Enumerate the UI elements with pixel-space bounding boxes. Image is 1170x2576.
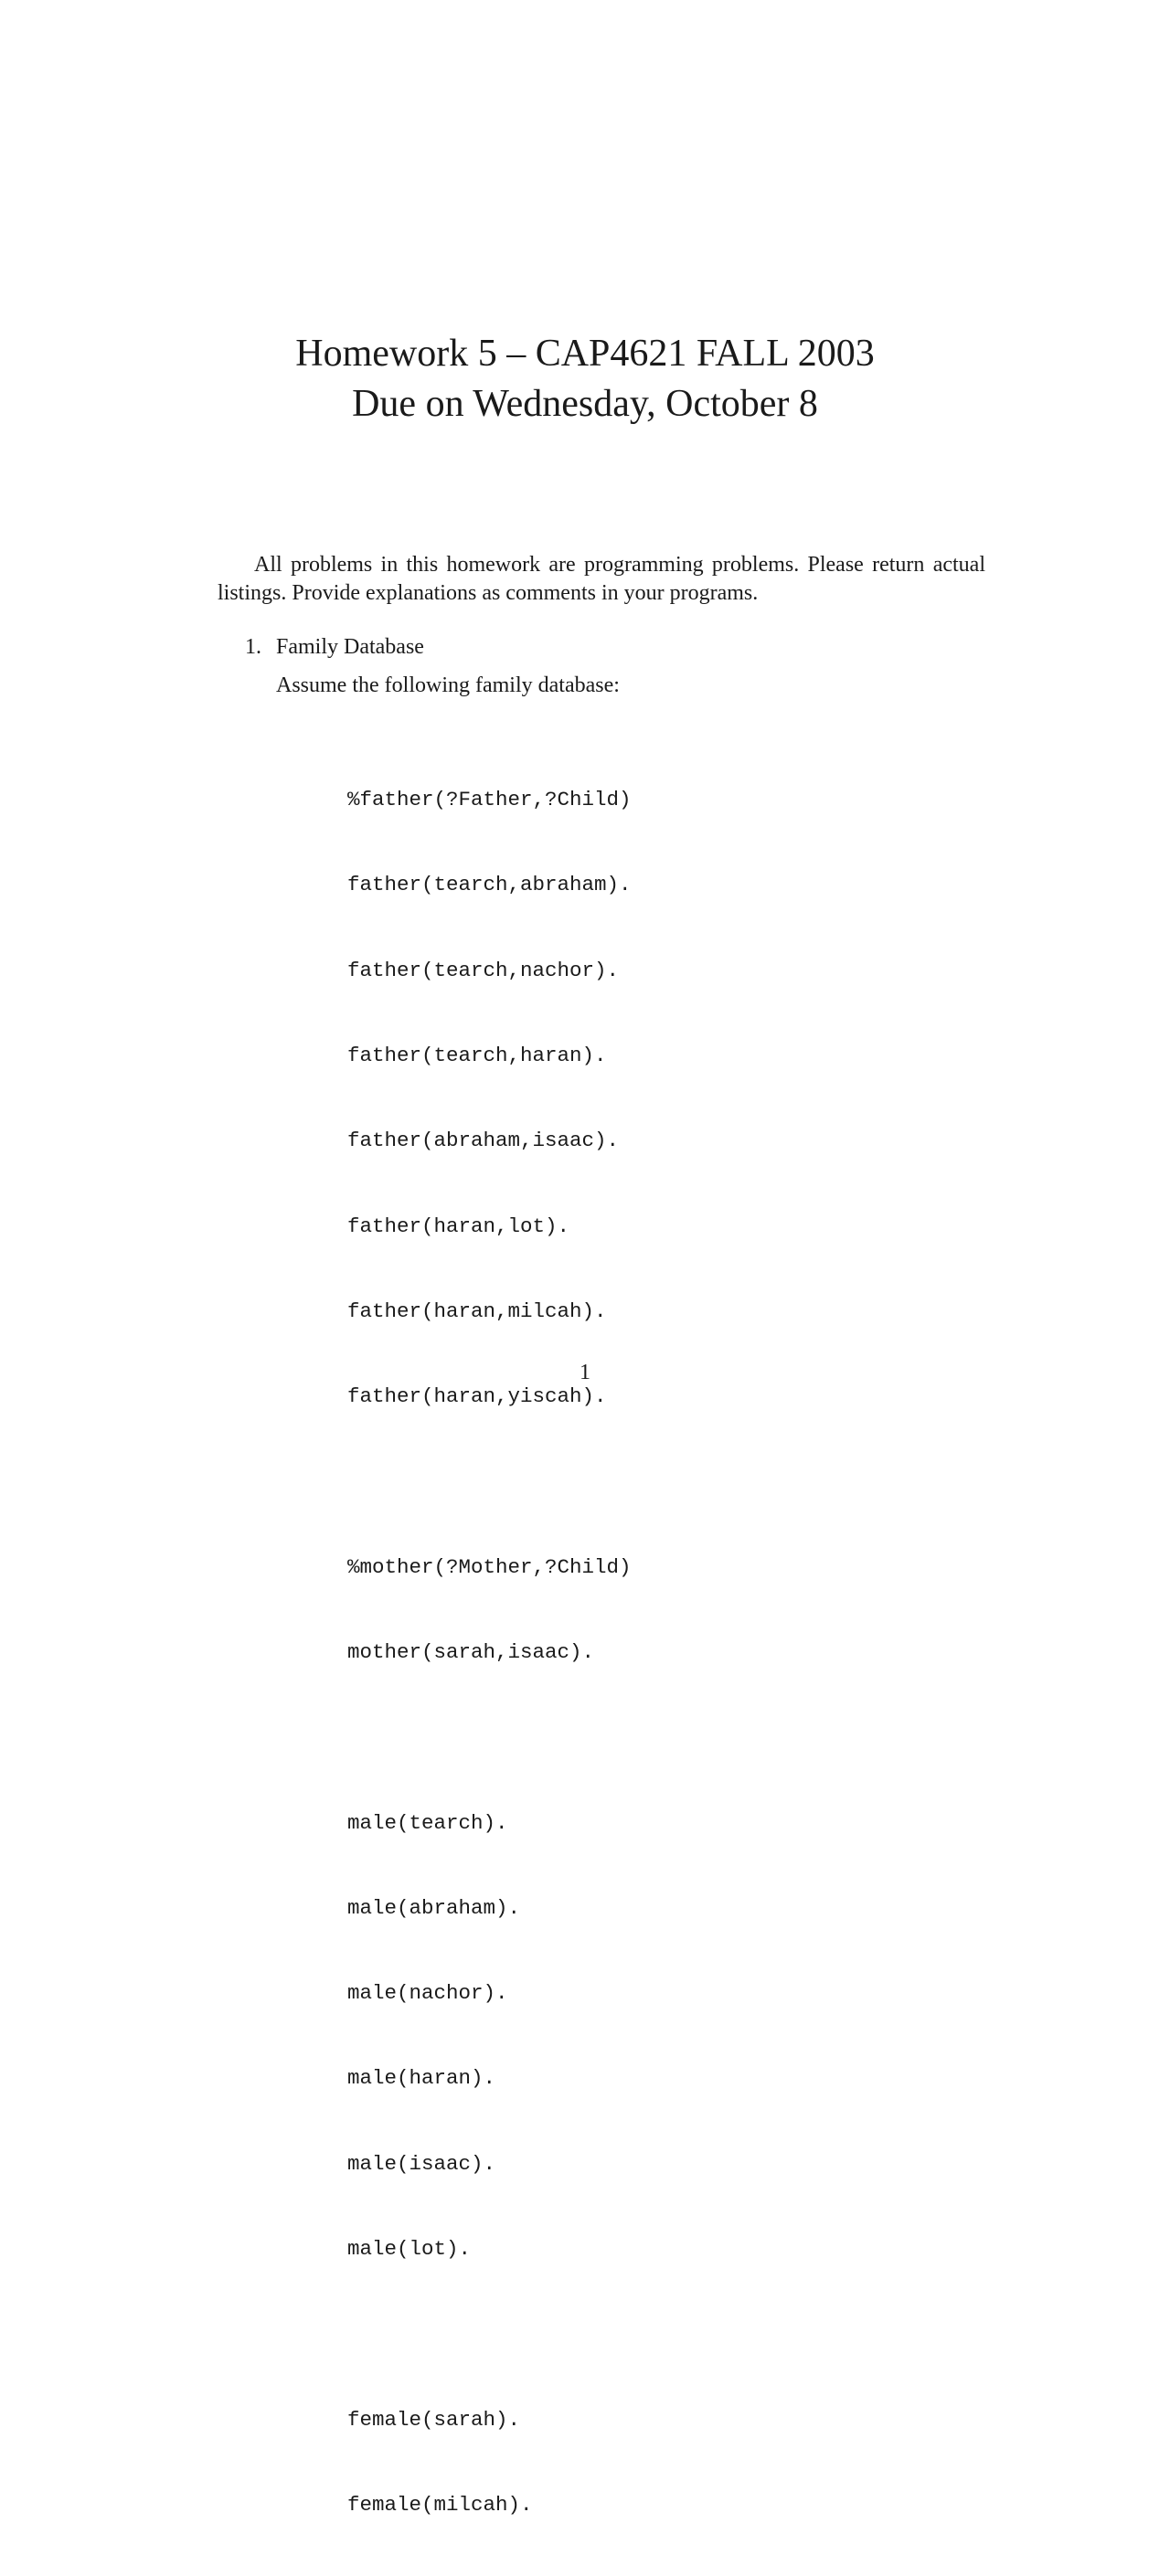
code-line: male(lot).	[347, 2236, 472, 2261]
problem-heading	[245, 633, 424, 662]
code-line: father(haran,milcah).	[347, 1299, 607, 1323]
problem-number: 1.	[245, 635, 261, 659]
problem-title: Family Database	[276, 635, 424, 659]
code-line: male(haran).	[347, 2066, 496, 2091]
problem-intro: Assume the following family database:	[276, 673, 620, 697]
code-line: male(tearch).	[347, 1810, 508, 1835]
intro-paragraph: All problems in this homework are programming problems. Please return actual listings. Provide explanations as comments in your programs.	[218, 553, 985, 605]
code-line: %father(?Father,?Child)	[347, 788, 632, 812]
code-blank-line	[347, 1468, 632, 1496]
code-blank-line	[347, 2320, 632, 2348]
code-line: father(haran,yiscah).	[347, 1384, 607, 1409]
code-line: father(tearch,abraham).	[347, 873, 632, 897]
code-line: female(milcah).	[347, 2492, 533, 2517]
code-line: father(abraham,isaac).	[347, 1129, 620, 1153]
code-line: father(tearch,nachor).	[347, 958, 620, 982]
code-line: male(nachor).	[347, 1981, 508, 2006]
code-line: %mother(?Mother,?Child)	[347, 1554, 632, 1579]
code-line: male(isaac).	[347, 2151, 496, 2176]
code-line: male(abraham).	[347, 1895, 521, 1920]
code-blank-line	[347, 1723, 632, 1752]
code-line: father(haran,lot).	[347, 1214, 570, 1238]
code-line: female(sarah).	[347, 2407, 521, 2432]
code-line: mother(sarah,isaac).	[347, 1640, 595, 1664]
document-title	[0, 329, 1170, 429]
code-line: father(tearch,haran).	[347, 1044, 607, 1068]
page-number: 1	[580, 1361, 590, 1384]
code-listing	[347, 729, 632, 2576]
title-line-1: Homework 5 – CAP4621 FALL 2003	[295, 333, 875, 375]
title-line-2: Due on Wednesday, October 8	[352, 383, 818, 425]
